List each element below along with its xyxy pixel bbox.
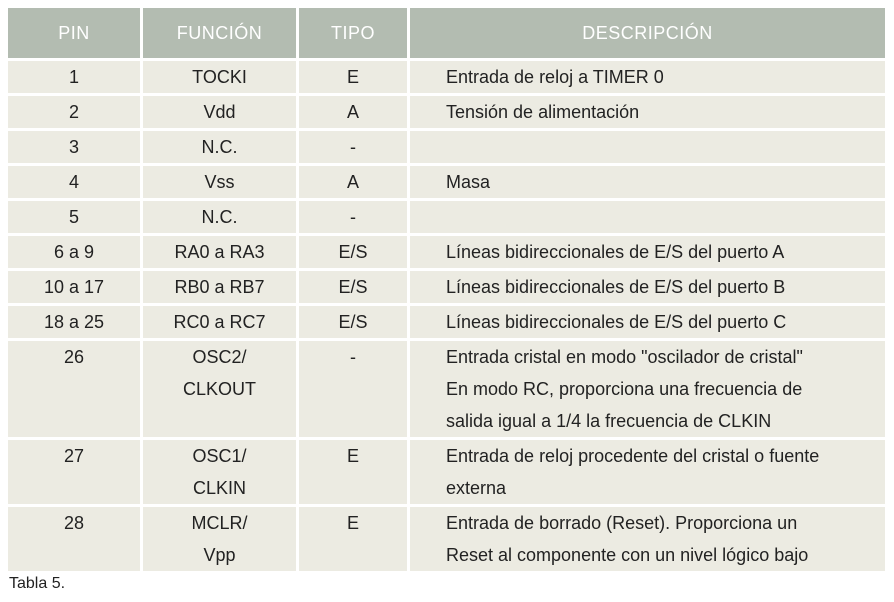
descripcion-cell-line: salida igual a 1/4 la frecuencia de CLKIN: [446, 411, 772, 431]
tipo-cell-line: A: [346, 102, 359, 122]
funcion-cell: [143, 440, 296, 504]
pin-cell-line: 5: [68, 207, 79, 227]
header-descripcion: DESCRIPCIÓN: [410, 8, 885, 58]
table-row: [8, 61, 885, 96]
funcion-cell-line: N.C.: [201, 137, 238, 157]
pin-cell: [8, 96, 140, 128]
tipo-cell-line: E: [346, 513, 359, 533]
tipo-cell: [299, 507, 407, 571]
table-row: [8, 271, 885, 306]
pin-cell: [8, 201, 140, 233]
funcion-cell-line: N.C.: [201, 207, 238, 227]
tipo-cell-line: E: [346, 67, 359, 87]
descripcion-cell-line: Reset al componente con un nivel lógico bajo: [446, 545, 809, 565]
tipo-cell-line: -: [350, 137, 356, 157]
funcion-cell-line: OSC1/: [192, 446, 247, 466]
tipo-cell: [299, 271, 407, 303]
descripcion-cell: [410, 341, 885, 437]
pin-cell-line: 10 a 17: [43, 277, 105, 297]
tipo-cell: [299, 131, 407, 163]
funcion-cell-line: Vpp: [203, 545, 236, 565]
table-row: [8, 166, 885, 201]
pin-cell-line: 6 a 9: [53, 242, 95, 262]
table-caption: Tabla 5.: [9, 575, 66, 592]
descripcion-cell-line: externa: [446, 478, 507, 498]
tipo-cell-line: E/S: [338, 242, 368, 262]
descripcion-cell-line: Masa: [446, 172, 491, 192]
tipo-cell-line: -: [350, 207, 356, 227]
tipo-cell-line: -: [350, 347, 356, 367]
tipo-cell: [299, 96, 407, 128]
table-row: [8, 201, 885, 236]
descripcion-cell: [410, 507, 885, 571]
funcion-cell: [143, 341, 296, 437]
pin-cell: [8, 131, 140, 163]
funcion-cell: [143, 201, 296, 233]
table-row: [8, 507, 885, 574]
tipo-cell-line: E/S: [338, 312, 368, 332]
descripcion-cell: [410, 271, 885, 303]
funcion-cell: [143, 271, 296, 303]
funcion-cell-line: RA0 a RA3: [174, 242, 265, 262]
table-body: [8, 61, 885, 574]
funcion-cell-line: RB0 a RB7: [174, 277, 265, 297]
pin-cell: [8, 166, 140, 198]
tipo-cell: [299, 166, 407, 198]
header-funcion: FUNCIÓN: [143, 8, 296, 58]
pin-cell-line: 26: [63, 347, 85, 367]
pin-cell: [8, 271, 140, 303]
descripcion-cell-line: Entrada de reloj a TIMER 0: [446, 67, 664, 87]
pin-cell-line: 4: [68, 172, 79, 192]
funcion-cell: [143, 166, 296, 198]
tipo-cell: [299, 306, 407, 338]
descripcion-cell-line: Entrada de reloj procedente del cristal o fuente: [446, 446, 820, 466]
pin-cell-line: 18 a 25: [43, 312, 105, 332]
funcion-cell-line: Vss: [204, 172, 235, 192]
pin-cell-line: 3: [68, 137, 79, 157]
descripcion-cell: [410, 61, 885, 93]
descripcion-cell-line: Líneas bidireccionales de E/S del puerto A: [446, 242, 785, 262]
descripcion-cell: [410, 166, 885, 198]
descripcion-cell: [410, 440, 885, 504]
table-row: [8, 440, 885, 507]
funcion-cell-line: CLKIN: [192, 478, 246, 498]
pin-cell-line: 1: [68, 67, 79, 87]
table-row: [8, 131, 885, 166]
tipo-cell-line: E: [346, 446, 359, 466]
tipo-cell-line: A: [346, 172, 359, 192]
descripcion-cell: [410, 236, 885, 268]
descripcion-cell: [410, 131, 885, 163]
descripcion-cell-line: Líneas bidireccionales de E/S del puerto B: [446, 277, 786, 297]
pin-cell-line: 2: [68, 102, 79, 122]
funcion-cell-line: TOCKI: [192, 67, 247, 87]
pin-cell: [8, 507, 140, 571]
pin-cell: [8, 61, 140, 93]
pin-cell: [8, 341, 140, 437]
descripcion-cell: [410, 96, 885, 128]
descripcion-cell-line: Tensión de alimentación: [446, 102, 640, 122]
tipo-cell: [299, 341, 407, 437]
header-tipo: TIPO: [299, 8, 407, 58]
descripcion-cell-line: Entrada de borrado (Reset). Proporciona un: [446, 513, 798, 533]
funcion-cell-line: OSC2/: [192, 347, 247, 367]
table-row: [8, 236, 885, 271]
pin-cell-line: 28: [63, 513, 85, 533]
header-pin: PIN: [8, 8, 140, 58]
descripcion-cell-line: [446, 201, 885, 233]
table-header-row: [8, 8, 885, 61]
pin-cell: [8, 440, 140, 504]
descripcion-cell-line: Líneas bidireccionales de E/S del puerto C: [446, 312, 787, 332]
funcion-cell-line: RC0 a RC7: [173, 312, 266, 332]
pin-cell: [8, 306, 140, 338]
tipo-cell: [299, 201, 407, 233]
descripcion-cell: [410, 306, 885, 338]
funcion-cell-line: MCLR/: [191, 513, 248, 533]
table-row: [8, 96, 885, 131]
pin-cell: [8, 236, 140, 268]
pin-table: [8, 8, 885, 574]
descripcion-cell-line: [446, 131, 885, 163]
funcion-cell: [143, 96, 296, 128]
table-row: [8, 341, 885, 440]
funcion-cell-line: CLKOUT: [182, 379, 256, 399]
descripcion-cell-line: En modo RC, proporciona una frecuencia de: [446, 379, 803, 399]
funcion-cell-line: Vdd: [203, 102, 236, 122]
descripcion-cell-line: Entrada cristal en modo "oscilador de cristal": [446, 347, 803, 367]
pin-cell-line: 27: [63, 446, 85, 466]
table-row: [8, 306, 885, 341]
funcion-cell: [143, 306, 296, 338]
descripcion-cell: [410, 201, 885, 233]
tipo-cell: [299, 61, 407, 93]
funcion-cell: [143, 131, 296, 163]
tipo-cell-line: E/S: [338, 277, 368, 297]
tipo-cell: [299, 236, 407, 268]
funcion-cell: [143, 61, 296, 93]
funcion-cell: [143, 236, 296, 268]
funcion-cell: [143, 507, 296, 571]
tipo-cell: [299, 440, 407, 504]
